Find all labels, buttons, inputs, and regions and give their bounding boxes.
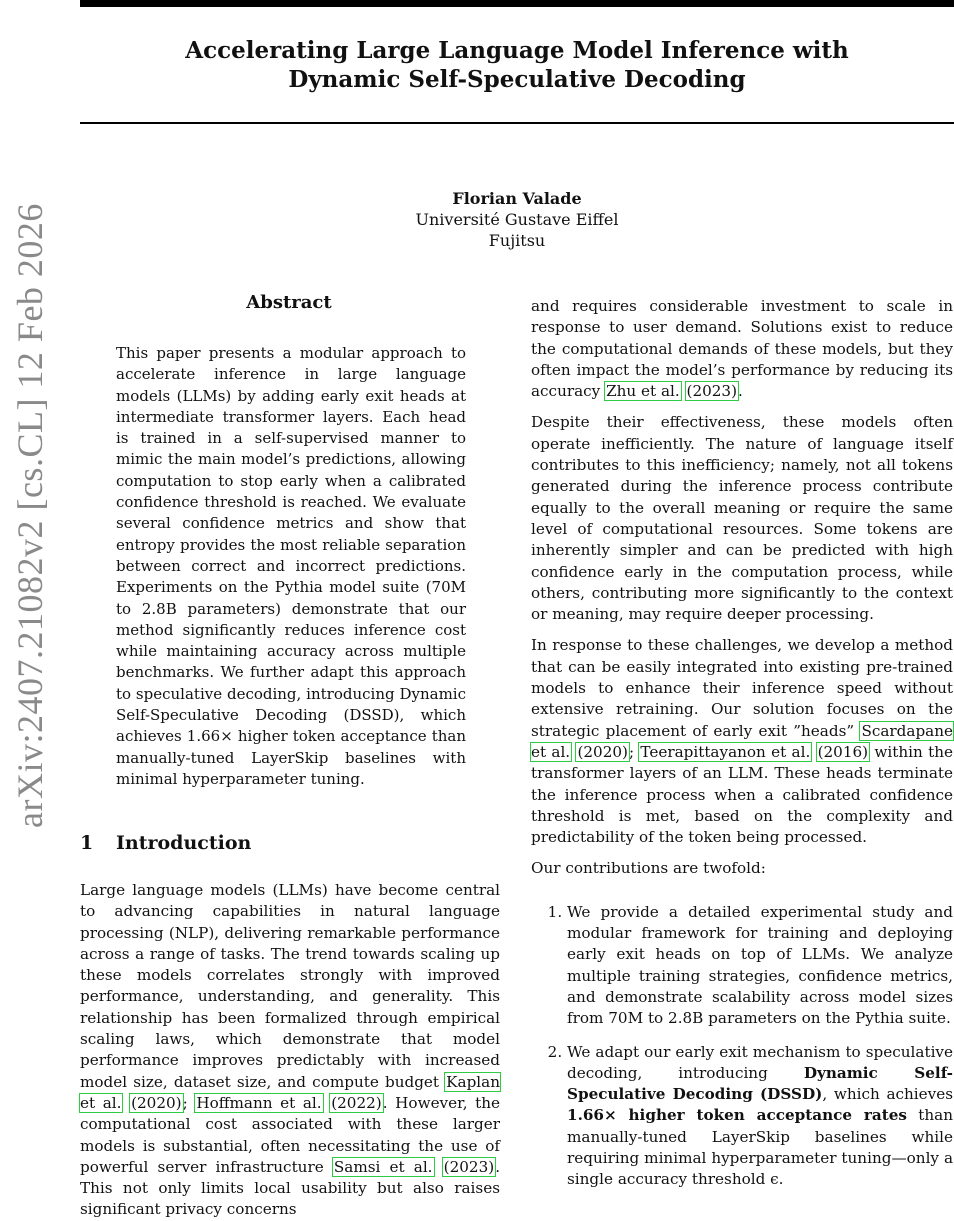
author-name: Florian Valade	[452, 189, 582, 208]
citation-year-zhu[interactable]: (2023)	[686, 382, 738, 401]
citation-year-kaplan[interactable]: (2020)	[131, 1093, 182, 1112]
citation-link-teerapittayanon[interactable]: Teerapittayanon et al.	[640, 742, 811, 761]
intro-paragraph	[80, 880, 500, 1221]
citation-separator: ;	[182, 1093, 196, 1112]
right-column	[531, 296, 953, 1203]
section-number: 1	[80, 832, 94, 854]
section-title: Introduction	[116, 832, 252, 854]
citation-year-teerapittayanon[interactable]: (2016)	[817, 742, 869, 761]
title-line-2: Dynamic Self-Speculative Decoding	[288, 66, 746, 93]
contribution-item-1: 1. We provide a detailed experimental study and modular framework for training and deploying early exit heads on top of LLMs. We analyze multiple training strategies, confidence metrics, and demonstrate scalability across model sizes from 70M to 2.8B parameters on the Pythia suite.	[567, 902, 953, 1030]
abstract-heading: Abstract	[246, 292, 332, 313]
citation-link-kaplan[interactable]: Kaplan et al.	[80, 1072, 500, 1112]
paragraph-contributions-intro: Our contributions are twofold:	[531, 859, 766, 878]
contributions-list	[531, 902, 953, 1191]
citation-link-hoffmann[interactable]: Hoffmann et al.	[196, 1093, 322, 1112]
citation-year-samsi[interactable]: (2023)	[443, 1157, 495, 1176]
citation-link-samsi[interactable]: Samsi et al.	[333, 1157, 433, 1176]
citation-link-zhu[interactable]: Zhu et al.	[606, 382, 680, 401]
paragraph-method: In response to these challenges, we develop a method that can be easily integrated into existing pre-trained models to enhance their inference speed without extensive retraining. Our solution focuses on the strategic placement of early exit ”heads” Scardapane et al. (2020); Teerapittayanon et al. (2016) within the transformer layers of an LLM. These heads terminate the inference process when a calibrated confidence threshold is met, based on the complexity and predictability of the token being processed.	[531, 636, 953, 847]
abstract-body: This paper presents a modular approach to accelerate inference in large language models (LLMs) by adding early exit heads at intermediate transformer layers. Each head is trained in a self-supervised manner to mimic the main model’s predictions, allowing computation to stop early when a calibrated confidence threshold is reached. We evaluate several confidence metrics and show that entropy provides the most reliable separation between correct and incorrect predictions. Experiments on the Pythia model suite (70M to 2.8B parameters) demonstrate that our method significantly reduces inference cost while maintaining accuracy across multiple benchmarks. We further adapt this approach to speculative decoding, introducing Dynamic Self-Speculative Decoding (DSSD), which achieves 1.66× higher token acceptance than manually-tuned LayerSkip baselines with minimal hyperparameter tuning.	[116, 344, 466, 788]
title-line-1: Accelerating Large Language Model Inference with	[185, 37, 849, 64]
intro-text-b: . However, the computational cost associated with these larger models is substantial, often necessitating the use of powerful server infrastructure	[80, 1093, 501, 1176]
citation-link-scardapane[interactable]: Scardapane et al.	[531, 721, 953, 761]
top-rule	[80, 0, 954, 7]
intro-text-a: Large language models (LLMs) have become central to advancing capabilities in natural language processing (NLP), delivering remarkable performance across a range of tasks. The trend towards scaling up these models correlates strongly with improved performance, understanding, and generality. This relationship has been formalized through empirical scaling laws, which demonstrate that model performance improves predictably with increased model size, dataset size, and compute budget	[80, 881, 500, 1091]
paragraph-continuation: and requires considerable investment to scale in response to user demand. Solutions exist to reduce the computational demands of these models, but they often impact the model’s performance by reducing its accuracy Zhu et al. (2023).	[531, 297, 953, 401]
paragraph-inefficiency: Despite their effectiveness, these models often operate inefficiently. The nature of language itself contributes to this inefficiency; namely, not all tokens generated during the inference process contribute equally to the overall meaning or require the same level of computational resources. Some tokens are inherently simpler and can be predicted with high confidence early in the computation process, while others, contributing more significantly to the context or meaning, may require deeper processing.	[531, 413, 953, 624]
paper-title	[80, 36, 954, 94]
citation-year-scardapane[interactable]: (2020)	[577, 742, 628, 761]
section-heading-introduction	[80, 832, 251, 854]
author-block	[80, 188, 954, 251]
contribution-item-2: 2. We adapt our early exit mechanism to speculative decoding, introducing Dynamic Self-Speculative Decoding (DSSD), which achieves 1.66× higher token acceptance rates than manually-tuned LayerSkip baselines while requiring minimal hyperparameter tuning—only a single accuracy threshold ϵ.	[567, 1042, 953, 1191]
intro-text-c: . This not only limits local usability but also raises significant privacy concerns	[80, 1157, 501, 1219]
arxiv-stamp: arXiv:2407.21082v2 [cs.CL] 12 Feb 2026	[10, 203, 50, 828]
author-affiliation-1: Université Gustave Eiffel	[415, 210, 619, 229]
citation-year-hoffmann[interactable]: (2022)	[331, 1093, 382, 1112]
author-affiliation-2: Fujitsu	[488, 231, 546, 250]
title-rule	[80, 122, 954, 124]
